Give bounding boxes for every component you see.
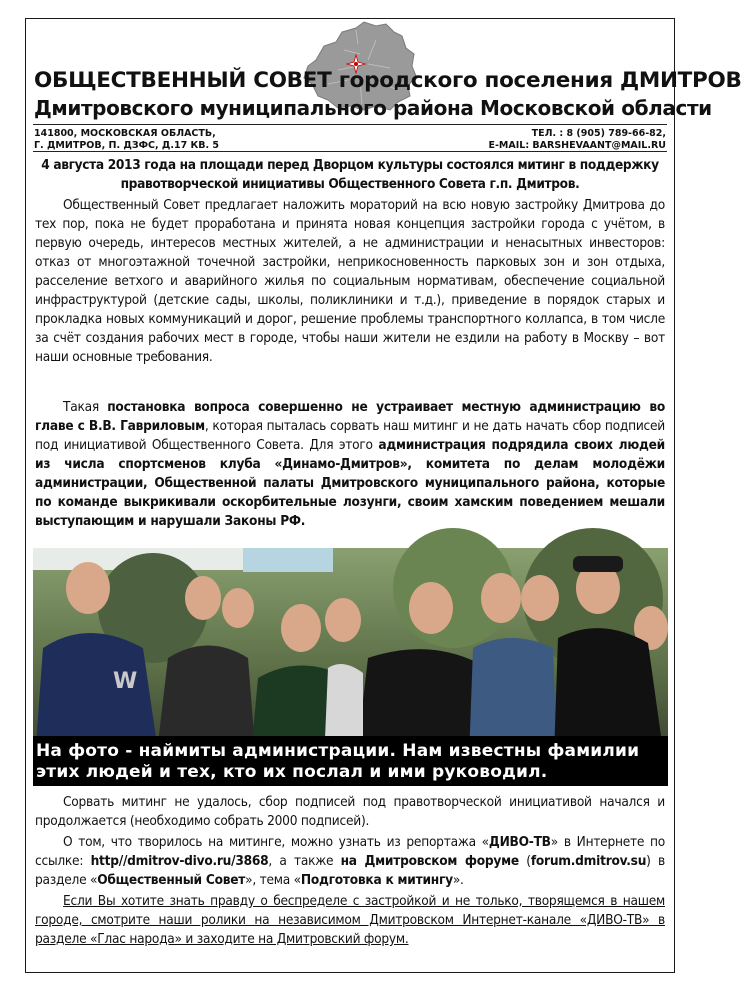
header-divider-bottom <box>33 151 667 152</box>
article-lead: 4 августа 2013 года на площади перед Дворцом культуры состоялся митинг в поддержку правотворческой инициативы Общественного Совета г.п. Дмитров. <box>41 157 659 192</box>
article-paragraph-administration: Такая постановка вопроса совершенно не устраивает местную администрацию во главе с В.В. Гавриловым, которая пыталась сорвать наш митинг и не дать начать сбор подписей под инициативой Общественного Совета. Для этого администрация подрядила своих людей из числа спортсменов клуба «Динамо-Дмитров», комитета по делам молодёжи администрации, Общественной палаты Дмитровского муниципального района, которые по команде выкрикивали оскорбительные лозунги, своим хамским поведением мешали выступающим и нарушали Законы РФ. <box>35 399 665 529</box>
article-paragraph-signatures: Сорвать митинг не удалось, сбор подписей под правотворческой инициативой начался и продолжается (необходимо собрать 2000 подписей). <box>35 794 665 829</box>
article-paragraph-call-to-action: Если Вы хотите знать правду о беспределе с застройкой и не только, творящемся в нашем городе, смотрите наши ролики на независимом Дмитровском Интернет-канале «ДИВО-ТВ» в разделе «Глас народа» и заходите на Дмитровский форум. <box>35 893 665 947</box>
article-paragraph-demands: Общественный Совет предлагает наложить мораторий на всю новую застройку Дмитрова до тех пор, пока не будет проработана и принята новая концепция застройки города с учётом, в первую очередь, интересов местных жителей, а не администрации и ненасытных инвесторов: отказ от многоэтажной точечной застройки, неприкосновенность парковых зон и зон отдыха, расселение ветхого и аварийного жилья по социальным нормативам, обеспечение социальной инфраструктурой (детские сады, школы, поликлиники и т.д.), приведение в порядок старых и прокладка новых коммуникаций и дорог, решение проблемы транспортного коллапса, в том числе за счёт создания рабочих мест в городе, чтобы наши жители не ездили на работу в Москву – вот наши основные требования. <box>35 197 665 365</box>
report-link[interactable]: http//dmitrov-divo.ru/3868 <box>90 853 269 869</box>
svg-text:W: W <box>113 669 138 694</box>
council-title: ОБЩЕСТВЕННЫЙ СОВЕТ городского поселения ДМИТРОВ <box>34 68 742 93</box>
header-divider-top <box>33 124 667 125</box>
council-subtitle: Дмитровского муниципального района Московской области <box>34 96 712 120</box>
email-address[interactable]: E-MAIL: BARSHEVAANT@MAIL.RU <box>488 139 666 151</box>
forum-link[interactable]: forum.dmitrov.su <box>530 853 647 869</box>
contact-info <box>489 128 667 151</box>
article-paragraph-links: О том, что творилось на митинге, можно узнать из репортажа «ДИВО-ТВ» в Интернете по ссылке: http//dmitrov-divo.ru/3868, а также на Дмитровском форуме (forum.dmitrov.su) в разделе «Общественный Совет», тема «Подготовка к митингу». <box>35 834 665 888</box>
phone-number: ТЕЛ. : 8 (905) 789-66-82, <box>531 128 666 139</box>
postal-address: 141800, МОСКОВСКАЯ ОБЛАСТЬ, Г. ДМИТРОВ, П. ДЗФС, Д.17 КВ. 5 <box>34 128 220 151</box>
photo-caption: На фото - наймиты администрации. Нам известны фамилии этих людей и тех, кто их послал и ими руководил. <box>33 736 668 786</box>
